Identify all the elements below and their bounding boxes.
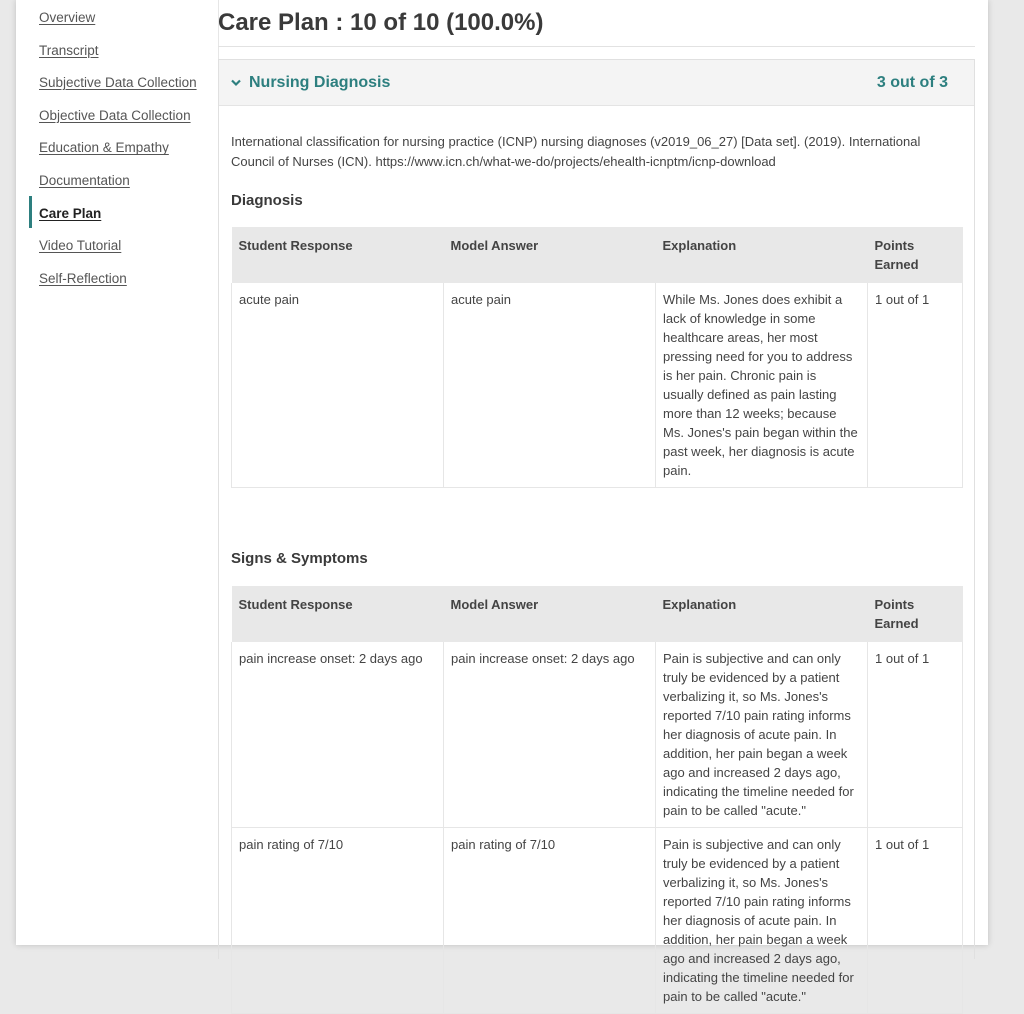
sidebar-item-transcript[interactable]: Transcript <box>29 33 219 66</box>
column-header: Points Earned <box>868 227 963 283</box>
table-header-row <box>232 586 963 642</box>
panel-toggle[interactable] <box>231 74 390 92</box>
column-header: Student Response <box>232 227 444 283</box>
sidebar-nav <box>29 0 219 293</box>
citation-text: International classification for nursing practice (ICNP) nursing diagnoses (v2019_06_27) [Data set]. (2019). International Council of Nurses (ICN). https://www.icn.ch/what-we-do/projects/ehealth-icnptm/icnp-download <box>231 134 921 169</box>
table-row <box>232 828 963 1014</box>
main-content <box>218 0 975 1004</box>
student-response-cell: acute pain <box>232 283 444 488</box>
page-container <box>16 0 988 1004</box>
column-header: Explanation <box>656 586 868 642</box>
explanation-cell: While Ms. Jones does exhibit a lack of knowledge in some healthcare areas, her most pressing need for you to address is her pain. Chronic pain is usually defined as pain lasting more than 12 weeks; because Ms. Jones's pain began within the past week, her diagnosis is acute pain. <box>656 283 868 488</box>
sidebar-item-objective-data-collection[interactable]: Objective Data Collection <box>29 98 219 131</box>
panel-title: Nursing Diagnosis <box>249 73 391 91</box>
page-title: Care Plan : 10 of 10 (100.0%) <box>218 0 975 47</box>
sidebar-item-overview[interactable]: Overview <box>29 0 219 33</box>
model-answer-cell: pain increase onset: 2 days ago <box>444 642 656 828</box>
points-earned-cell: 1 out of 1 <box>868 283 963 488</box>
signs-symptoms-section-title: Signs & Symptoms <box>231 550 368 567</box>
nursing-diagnosis-panel <box>218 59 975 1004</box>
table-row <box>232 642 963 828</box>
model-answer-cell: pain rating of 7/10 <box>444 828 656 1014</box>
panel-header[interactable] <box>219 60 974 106</box>
points-earned-cell: 1 out of 1 <box>868 642 963 828</box>
explanation-cell: Pain is subjective and can only truly be evidenced by a patient verbalizing it, so Ms. Jones's reported 7/10 pain rating informs her diagnosis of acute pain. In addition, her pain began a week ago and increased 2 days ago, indicating the timeline needed for pain to be called "acute." <box>656 828 868 1014</box>
table-row <box>232 283 963 488</box>
sidebar-item-education-empathy[interactable]: Education & Empathy <box>29 130 219 163</box>
column-header: Model Answer <box>444 227 656 283</box>
model-answer-cell: acute pain <box>444 283 656 488</box>
panel-body <box>219 106 974 1014</box>
student-response-cell: pain rating of 7/10 <box>232 828 444 1014</box>
panel-score: 3 out of 3 <box>876 73 948 91</box>
sidebar-item-self-reflection[interactable]: Self-Reflection <box>29 261 219 294</box>
points-earned-cell: 1 out of 1 <box>868 828 963 1014</box>
chevron-down-icon <box>231 79 241 87</box>
column-header: Student Response <box>232 586 444 642</box>
column-header: Model Answer <box>444 586 656 642</box>
diagnosis-section-title: Diagnosis <box>231 192 303 209</box>
column-header: Explanation <box>656 227 868 283</box>
table-header-row <box>232 227 963 283</box>
sidebar-item-subjective-data-collection[interactable]: Subjective Data Collection <box>29 65 219 98</box>
sidebar-item-care-plan[interactable]: Care Plan <box>29 196 219 229</box>
student-response-cell: pain increase onset: 2 days ago <box>232 642 444 828</box>
explanation-cell: Pain is subjective and can only truly be evidenced by a patient verbalizing it, so Ms. Jones's reported 7/10 pain rating informs her diagnosis of acute pain. In addition, her pain began a week ago and increased 2 days ago, indicating the timeline needed for pain to be called "acute." <box>656 642 868 828</box>
sidebar-item-video-tutorial[interactable]: Video Tutorial <box>29 228 219 261</box>
signs-symptoms-table <box>231 586 963 1014</box>
diagnosis-table <box>231 227 963 488</box>
sidebar-item-documentation[interactable]: Documentation <box>29 163 219 196</box>
column-header: Points Earned <box>868 586 963 642</box>
